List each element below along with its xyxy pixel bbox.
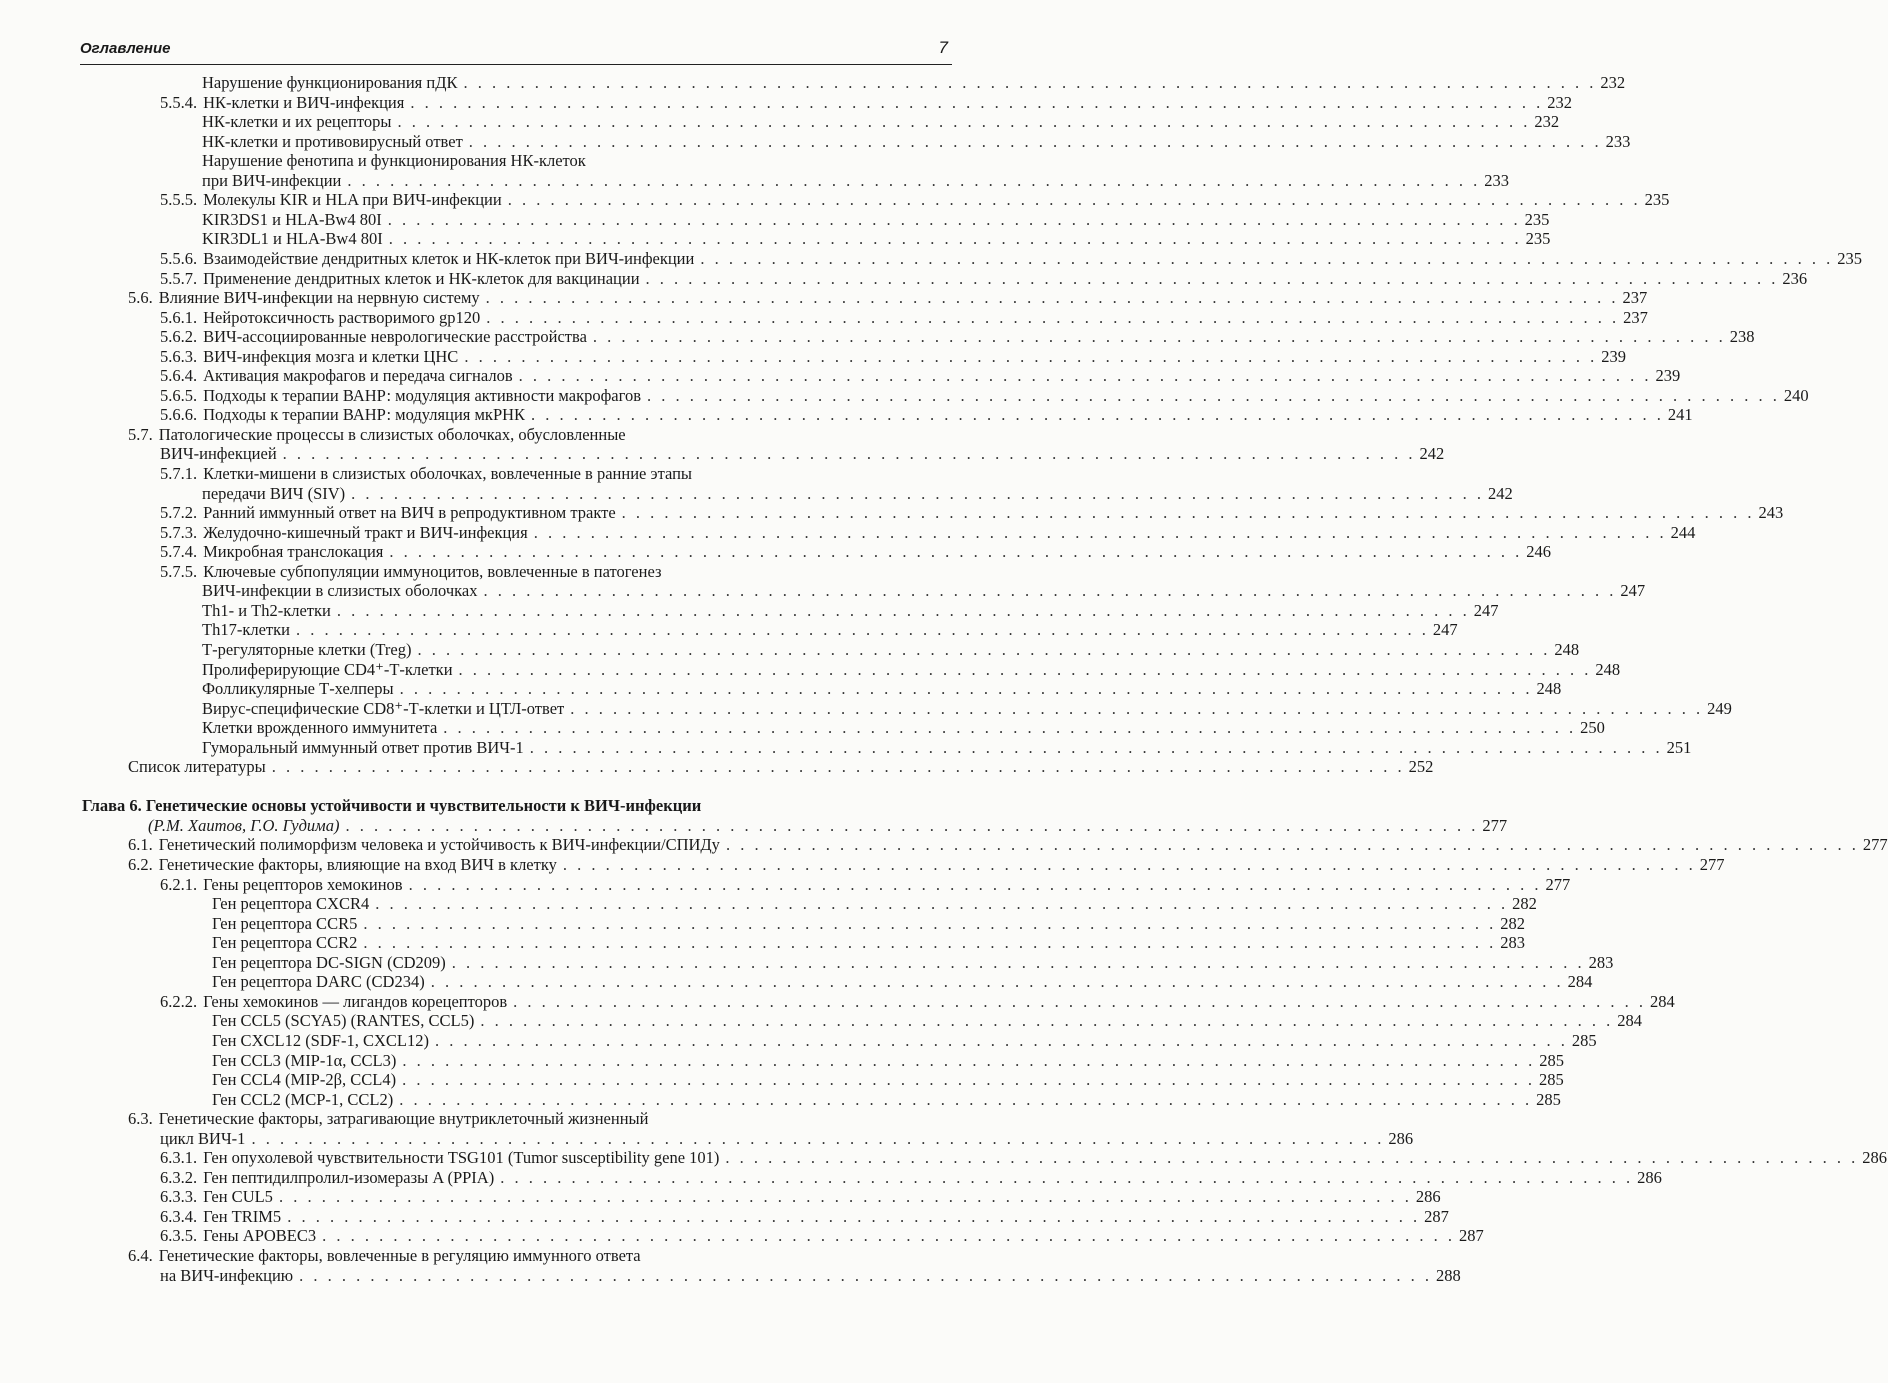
toc-entry (212, 1070, 1564, 1090)
toc-leader-dots: . . . . . . . . . . . . . . . . . . . . . . . . . . . . . . . . . . . . . . . . . . . . . . . . . . . . . . . . . . . . . . . . . . . . . . . . . . . . . . . . (513, 991, 1647, 1011)
toc-entry-title: НК-клетки и противовирусный ответ (202, 131, 463, 151)
toc-page-number: 233 (1484, 170, 1509, 190)
toc-entry-title: Генетические факторы, вовлеченные в регуляцию иммунного ответа (158, 1246, 641, 1265)
toc-chapter-heading (82, 796, 701, 816)
toc-entry (212, 952, 1614, 973)
toc-entry-number: 5.5.6. (160, 248, 198, 268)
toc-entry (160, 190, 1670, 210)
toc-leader-dots: . . . . . . . . . . . . . . . . . . . . . . . . . . . . . . . . . . . . . . . . . . . . . . . . . . . . . . . . . . . . . . . . . . . . . . . . . . . . . . . . (533, 522, 1667, 542)
toc-entry (160, 522, 1696, 543)
toc-entry-title: Клетки врожденного иммунитета (202, 718, 438, 738)
toc-entry (160, 327, 1755, 347)
toc-page-number: 239 (1655, 366, 1681, 386)
toc-entry-title: Подходы к терапии ВАНР: модуляция мкРНК (203, 405, 526, 425)
toc-entry (160, 1148, 1888, 1168)
toc-entry-title: Гены рецепторов хемокинов (203, 874, 403, 894)
toc-entry-number: 5.7.5. (160, 561, 198, 581)
toc-leader-dots: . . . . . . . . . . . . . . . . . . . . . . . . . . . . . . . . . . . . . . . . . . . . . . . . . . . . . . . . . . . . . . . . . . . . . . . . . . . . . . . . (397, 112, 1531, 132)
toc-entry-number: 5.6.1. (160, 307, 198, 327)
toc-leader-dots: . . . . . . . . . . . . . . . . . . . . . . . . . . . . . . . . . . . . . . . . . . . . . . . . . . . . . . . . . . . . . . . . . . . . . . . . . . . . . . . . (402, 1050, 1536, 1070)
toc-page-number: 286 (1415, 1187, 1441, 1207)
toc-entry-title: Th1- и Th2-клетки (202, 600, 331, 620)
toc-entry (202, 659, 1621, 680)
toc-entry (202, 639, 1580, 660)
toc-entry-title: Гены хемокинов — лигандов корецепторов (203, 991, 508, 1011)
toc-leader-dots: . . . . . . . . . . . . . . . . . . . . . . . . . . . . . . . . . . . . . . . . . . . . . . . . . . . . . . . . . . . . . . . . . . . . . . . . . . . . . . . . (647, 385, 1780, 405)
toc-entry-title: Клетки-мишени в слизистых оболочках, вовлеченные в ранние этапы (203, 464, 693, 483)
toc-leader-dots: . . . . . . . . . . . . . . . . . . . . . . . . . . . . . . . . . . . . . . . . . . . . . . . . . . . . . . . . . . . . . . . . . . . . . . . . . . . . . . . . (417, 639, 1551, 659)
toc-entry-number: 6.3. (128, 1109, 153, 1129)
toc-leader-dots: . . . . . . . . . . . . . . . . . . . . . . . . . . . . . . . . . . . . . . . . . . . . . . . . . . . . . . . . . . . . . . . . . . . . . . . . . . . . . . . . (387, 209, 1521, 229)
toc-entry (202, 600, 1499, 621)
toc-entry-title: Пролиферирующие CD4⁺-Т-клетки (202, 659, 453, 679)
toc-entry-title: Генетические факторы, затрагивающие внутриклеточный жизненный (158, 1109, 649, 1129)
toc-page-number: 285 (1571, 1030, 1597, 1050)
toc-leader-dots: . . . . . . . . . . . . . . . . . . . . . . . . . . . . . . . . . . . . . . . . . . . . . . . . . . . . . . . . . . . . . . . . . . . . . . . . . . . . . . . . (434, 1030, 1568, 1050)
toc-leader-dots: . . . . . . . . . . . . . . . . . . . . . . . . . . . . . . . . . . . . . . . . . . . . . . . . . . . . . . . . . . . . . . . . . . . . . . . . . . . . . . . . (282, 444, 1416, 464)
toc-entry (202, 73, 1626, 93)
toc-page-number: 277 (1482, 815, 1508, 835)
toc-entry-number: 6.1. (128, 835, 153, 855)
toc-entry (160, 464, 692, 484)
toc-page-number: 248 (1595, 659, 1621, 679)
toc-leader-dots: . . . . . . . . . . . . . . . . . . . . . . . . . . . . . . . . . . . . . . . . . . . . . . . . . . . . . . . . . . . . . . . . . . . . . . . . . . . . . . . . (287, 1206, 1421, 1226)
toc-page-number: 250 (1580, 718, 1605, 738)
toc-entry (160, 1187, 1441, 1207)
toc-leader-dots: . . . . . . . . . . . . . . . . . . . . . . . . . . . . . . . . . . . . . . . . . . . . . . . . . . . . . . . . . . . . . . . . . . . . . . . . . . . . . . . . (451, 952, 1585, 972)
toc-entry-number: 5.7.3. (160, 522, 198, 542)
toc-page-number: 284 (1650, 991, 1675, 1011)
toc-leader-dots: . . . . . . . . . . . . . . . . . . . . . . . . . . . . . . . . . . . . . . . . . . . . . . . . . . . . . . . . . . . . . . . . . . . . . . . . . . . . . . . . (363, 913, 1497, 933)
toc-page-number: 232 (1547, 92, 1572, 112)
toc-entry-title: ВИЧ-инфекцией (160, 444, 277, 464)
toc-entry (160, 248, 1862, 269)
toc-entry-title: Ген CCL5 (SCYA5) (RANTES, CCL5) (212, 1011, 475, 1031)
toc-entry (202, 718, 1605, 738)
toc-entry-title: Патологические процессы в слизистых оболочках, обусловленные (158, 424, 626, 444)
toc-page-number: 247 (1473, 600, 1499, 620)
toc-entry (160, 1265, 1461, 1286)
toc-page-number: 248 (1536, 679, 1562, 699)
toc-entry-title: Ген TRIM5 (203, 1206, 282, 1226)
toc-page-number: 242 (1488, 483, 1513, 503)
toc-page-number: 287 (1424, 1206, 1449, 1226)
toc-entry (128, 425, 626, 445)
toc-entry (202, 112, 1560, 132)
toc-page-number: 247 (1620, 581, 1646, 601)
toc-entry (212, 1030, 1597, 1051)
toc-entry-title: Ген рецептора CXCR4 (212, 894, 370, 914)
toc-entry-title: Ключевые субпопуляции иммуноцитов, вовлеченные в патогенез (203, 561, 662, 581)
toc-entry (202, 737, 1692, 758)
toc-page-number: 286 (1862, 1148, 1888, 1168)
header-page-number: 7 (938, 38, 948, 57)
toc-leader-dots: . . . . . . . . . . . . . . . . . . . . . . . . . . . . . . . . . . . . . . . . . . . . . . . . . . . . . . . . . . . . . . . . . . . . . . . . . . . . . . . . (399, 679, 1533, 699)
toc-entry (212, 913, 1525, 934)
toc-page-number: 236 (1782, 268, 1808, 288)
toc-page-number: 235 (1525, 229, 1551, 249)
toc-entry-title: Ген рецептора CCR2 (212, 933, 358, 953)
toc-entry-title: Нейротоксичность растворимого gp120 (203, 307, 481, 327)
toc-entry (160, 405, 1693, 425)
toc-leader-dots: . . . . . . . . . . . . . . . . . . . . . . . . . . . . . . . . . . . . . . . . . . . . . . . . . . . . . . . . . . . . . . . . . . . . . . . . . . . . . . . . (443, 718, 1577, 738)
toc-entry (160, 542, 1551, 562)
toc-page-number: 277 (1545, 874, 1571, 894)
toc-leader-dots: . . . . . . . . . . . . . . . . . . . . . . . . . . . . . . . . . . . . . . . . . . . . . . . . . . . . . . . . . . . . . . . . . . . . . . . . . . . . . . . . (347, 170, 1481, 190)
toc-entry-number: 5.7.1. (160, 464, 198, 483)
toc-entry (128, 855, 1725, 875)
toc-entry (202, 679, 1562, 699)
toc-page-number: 285 (1538, 1070, 1564, 1090)
toc-entry (202, 620, 1458, 640)
toc-page-number: 283 (1500, 933, 1525, 953)
toc-entry (212, 1011, 1642, 1031)
toc-leader-dots: . . . . . . . . . . . . . . . . . . . . . . . . . . . . . . . . . . . . . . . . . . . . . . . . . . . . . . . . . . . . . . . . . . . . . . . . . . . . . . . . (322, 1226, 1455, 1246)
toc-page-number: 277 (1862, 835, 1888, 855)
toc-entry (160, 1128, 1414, 1149)
toc-entry (202, 131, 1631, 152)
toc-leader-dots: . . . . . . . . . . . . . . . . . . . . . . . . . . . . . . . . . . . . . . . . . . . . . . . . . . . . . . . . . . . . . . . . . . . . . . . . . . . . . . . . (464, 346, 1598, 366)
toc-entry-title: цикл ВИЧ-1 (160, 1128, 246, 1148)
toc-entry-number: 6.2.1. (160, 874, 198, 894)
toc-entry-title: Фолликулярные Т-хелперы (202, 679, 394, 699)
toc-leader-dots: . . . . . . . . . . . . . . . . . . . . . . . . . . . . . . . . . . . . . . . . . . . . . . . . . . . . . . . . . . . . . . . . . . . . . . . . . . . . . . . . (351, 483, 1485, 503)
toc-entry-title: Ген CCL2 (MCP-1, CCL2) (212, 1089, 394, 1109)
toc-page-number: 285 (1536, 1089, 1561, 1109)
toc-entry-title: ВИЧ-инфекции в слизистых оболочках (202, 581, 478, 601)
toc-leader-dots: . . . . . . . . . . . . . . . . . . . . . . . . . . . . . . . . . . . . . . . . . . . . . . . . . . . . . . . . . . . . . . . . . . . . . . . . . . . . . . . . (529, 737, 1663, 757)
toc-page-number: 232 (1534, 112, 1560, 132)
toc-entry-number: 6.3.5. (160, 1226, 198, 1246)
toc-entry-title: Ген CCL4 (MIP-2β, CCL4) (212, 1070, 397, 1090)
toc-entry (160, 1206, 1449, 1227)
toc-entry (202, 151, 586, 171)
toc-leader-dots: . . . . . . . . . . . . . . . . . . . . . . . . . . . . . . . . . . . . . . . . . . . . . . . . . . . . . . . . . . . . . . . . . . . . . . . . . . . . . . . . (295, 620, 1429, 640)
toc-entry (160, 991, 1675, 1012)
toc-entry-title: Применение дендритных клеток и НК-клеток для вакцинации (203, 268, 640, 288)
toc-page-number: 244 (1670, 522, 1696, 542)
toc-leader-dots: . . . . . . . . . . . . . . . . . . . . . . . . . . . . . . . . . . . . . . . . . . . . . . . . . . . . . . . . . . . . . . . . . . . . . . . . . . . . . . . . (500, 1167, 1634, 1187)
toc-entry-title: Микробная транслокация (203, 542, 384, 562)
toc-entry (212, 933, 1525, 953)
toc-entry-title: Нарушение фенотипа и функционирования НК-клеток (202, 151, 586, 171)
toc-page-number: 233 (1605, 131, 1631, 151)
toc-entry-title: НК-клетки и ВИЧ-инфекция (203, 92, 405, 112)
toc-page-number: 251 (1666, 737, 1692, 757)
toc-entry-number: 5.7. (128, 424, 153, 444)
toc-entry (148, 815, 1508, 836)
toc-page-number: 277 (1699, 855, 1725, 874)
toc-entry (160, 562, 662, 582)
toc-entry-title: передачи ВИЧ (SIV) (202, 483, 346, 503)
toc-entry-number: 6.2.2. (160, 991, 198, 1011)
toc-entry-title: Гуморальный иммунный ответ против ВИЧ-1 (202, 737, 524, 757)
toc-leader-dots: . . . . . . . . . . . . . . . . . . . . . . . . . . . . . . . . . . . . . . . . . . . . . . . . . . . . . . . . . . . . . . . . . . . . . . . . . . . . . . . . (251, 1128, 1385, 1148)
header-title: Оглавление (80, 40, 171, 57)
toc-leader-dots: . . . . . . . . . . . . . . . . . . . . . . . . . . . . . . . . . . . . . . . . . . . . . . . . . . . . . . . . . . . . . . . . . . . . . . . . . . . . . . . . (725, 1148, 1859, 1168)
toc-entry-title: KIR3DS1 и HLA-Bw4 80I (202, 209, 382, 229)
toc-entry-title: Ген рецептора DARC (CD234) (212, 972, 425, 992)
toc-leader-dots: . . . . . . . . . . . . . . . . . . . . . . . . . . . . . . . . . . . . . . . . . . . . . . . . . . . . . . . . . . . . . . . . . . . . . . . . . . . . . . . . (345, 815, 1479, 835)
toc-entry (160, 307, 1648, 328)
toc-leader-dots: . . . . . . . . . . . . . . . . . . . . . . . . . . . . . . . . . . . . . . . . . . . . . . . . . . . . . . . . . . . . . . . . . . . . . . . . . . . . . . . . (410, 92, 1544, 112)
toc-leader-dots: . . . . . . . . . . . . . . . . . . . . . . . . . . . . . . . . . . . . . . . . . . . . . . . . . . . . . . . . . . . . . . . . . . . . . . . . . . . . . . . . (388, 229, 1522, 249)
toc-entry-title: KIR3DL1 и HLA-Bw4 80I (202, 229, 383, 249)
toc-entry (160, 1226, 1484, 1246)
toc-leader-dots: . . . . . . . . . . . . . . . . . . . . . . . . . . . . . . . . . . . . . . . . . . . . . . . . . . . . . . . . . . . . . . . . . . . . . . . . . . . . . . . . (399, 1089, 1533, 1109)
toc-entry-number: 6.4. (128, 1246, 153, 1265)
toc-entry-number: 5.5.7. (160, 268, 198, 288)
toc-entry-title: Подходы к терапии ВАНР: модуляция активности макрофагов (203, 385, 642, 405)
toc-entry (202, 581, 1646, 601)
toc-entry-title: Генетический полиморфизм человека и устойчивость к ВИЧ-инфекции/СПИДу (158, 835, 720, 855)
toc-leader-dots: . . . . . . . . . . . . . . . . . . . . . . . . . . . . . . . . . . . . . . . . . . . . . . . . . . . . . . . . . . . . . . . . . . . . . . . . . . . . . . . . (570, 698, 1704, 718)
toc-entry-title: ВИЧ-ассоциированные неврологические расстройства (203, 327, 587, 347)
toc-entry-title: Th17-клетки (202, 620, 290, 640)
toc-leader-dots: . . . . . . . . . . . . . . . . . . . . . . . . . . . . . . . . . . . . . . . . . . . . . . . . . . . . . . . . . . . . . . . . . . . . . . . . . . . . . . . . (402, 1070, 1535, 1090)
toc-entry (160, 874, 1571, 895)
toc-page-number: 288 (1435, 1265, 1461, 1285)
toc-page-number: 283 (1588, 952, 1614, 972)
toc-leader-dots: . . . . . . . . . . . . . . . . . . . . . . . . . . . . . . . . . . . . . . . . . . . . . . . . . . . . . . . . . . . . . . . . . . . . . . . . . . . . . . . . (430, 972, 1564, 992)
toc-entry-title: Генетические факторы, влияющие на вход ВИЧ в клетку (158, 855, 557, 874)
toc-leader-dots: . . . . . . . . . . . . . . . . . . . . . . . . . . . . . . . . . . . . . . . . . . . . . . . . . . . . . . . . . . . . . . . . . . . . . . . . . . . . . . . . (562, 855, 1696, 874)
toc-entry-title: при ВИЧ-инфекции (202, 170, 342, 190)
toc-entry (160, 1167, 1662, 1188)
toc-leader-dots: . . . . . . . . . . . . . . . . . . . . . . . . . . . . . . . . . . . . . . . . . . . . . . . . . . . . . . . . . . . . . . . . . . . . . . . . . . . . . . . . (518, 366, 1652, 386)
toc-entry-number: 5.6.2. (160, 327, 198, 347)
toc-page-number: 235 (1837, 248, 1862, 268)
toc-entry-title: Вирус-специфические CD8⁺-Т-клетки и ЦТЛ-ответ (202, 698, 565, 718)
toc-page-number: 237 (1623, 307, 1648, 327)
toc-page-number: 249 (1707, 698, 1732, 718)
toc-page-number: 248 (1554, 639, 1580, 659)
toc-entry-number: 5.5.5. (160, 190, 198, 210)
toc-entry (212, 1089, 1561, 1110)
toc-entry (202, 483, 1513, 504)
toc-leader-dots: . . . . . . . . . . . . . . . . . . . . . . . . . . . . . . . . . . . . . . . . . . . . . . . . . . . . . . . . . . . . . . . . . . . . . . . . . . . . . . . . (485, 288, 1619, 308)
toc-page-number: 238 (1729, 327, 1755, 347)
toc-entry (202, 698, 1732, 719)
toc-entry (128, 1246, 641, 1266)
toc-page-number: 286 (1388, 1128, 1414, 1148)
toc-entry-title: (Р.М. Хаитов, Г.О. Гудима) (148, 815, 340, 835)
toc-entry-number: 5.7.4. (160, 542, 198, 562)
toc-entry-title: Желудочно-кишечный тракт и ВИЧ-инфекция (203, 522, 528, 542)
toc-page-number: 284 (1617, 1011, 1642, 1031)
toc-entry-title: Нарушение функционирования пДК (202, 73, 458, 92)
toc-entry-title: Глава 6. Генетические основы устойчивости и чувствительности к ВИЧ-инфекции (82, 796, 702, 816)
toc-entry-number: 5.7.2. (160, 503, 198, 523)
toc-entry (160, 268, 1808, 289)
toc-leader-dots: . . . . . . . . . . . . . . . . . . . . . . . . . . . . . . . . . . . . . . . . . . . . . . . . . . . . . . . . . . . . . . . . . . . . . . . . . . . . . . . . (463, 73, 1597, 92)
toc-entry-title: Ген рецептора CCR5 (212, 913, 358, 933)
toc-leader-dots: . . . . . . . . . . . . . . . . . . . . . . . . . . . . . . . . . . . . . . . . . . . . . . . . . . . . . . . . . . . . . . . . . . . . . . . . . . . . . . . . (299, 1265, 1432, 1285)
toc-entry (212, 894, 1537, 914)
toc-page-number: 282 (1500, 913, 1525, 933)
toc-entry (128, 1109, 648, 1129)
toc-entry (128, 288, 1648, 308)
toc-page-number: 252 (1408, 757, 1434, 777)
toc-page-number: 284 (1567, 972, 1593, 992)
toc-entry-title: Т-регуляторные клетки (Treg) (202, 639, 412, 659)
toc-entry (128, 835, 1888, 855)
toc-page-number: 285 (1539, 1050, 1564, 1070)
toc-leader-dots: . . . . . . . . . . . . . . . . . . . . . . . . . . . . . . . . . . . . . . . . . . . . . . . . . . . . . . . . . . . . . . . . . . . . . . . . . . . . . . . . (375, 894, 1509, 914)
toc-entry-number: 5.6. (128, 288, 153, 308)
toc-entry-number: 5.5.4. (160, 92, 198, 112)
toc-entry-title: НК-клетки и их рецепторы (202, 112, 392, 132)
toc-entry-title: Гены APOBEC3 (203, 1226, 317, 1246)
toc-leader-dots: . . . . . . . . . . . . . . . . . . . . . . . . . . . . . . . . . . . . . . . . . . . . . . . . . . . . . . . . . . . . . . . . . . . . . . . . . . . . . . . . (531, 405, 1664, 425)
toc-entry-number: 6.3.3. (160, 1187, 198, 1207)
toc-entry (160, 366, 1681, 386)
toc-entry-title: Список литературы (128, 757, 266, 777)
toc-leader-dots: . . . . . . . . . . . . . . . . . . . . . . . . . . . . . . . . . . . . . . . . . . . . . . . . . . . . . . . . . . . . . . . . . . . . . . . . . . . . . . . . (271, 757, 1405, 777)
toc-entry-title: Ранний иммунный ответ на ВИЧ в репродуктивном тракте (203, 503, 616, 523)
toc-entry-title: ВИЧ-инфекция мозга и клетки ЦНС (203, 346, 459, 366)
toc-page-number: 239 (1601, 346, 1626, 366)
toc-entry (202, 170, 1509, 191)
toc-page-number: 237 (1622, 288, 1648, 308)
toc-page-number: 242 (1419, 444, 1445, 464)
toc-entry-number: 6.3.2. (160, 1167, 198, 1187)
toc-entry-number: 6.3.1. (160, 1148, 198, 1168)
toc-leader-dots: . . . . . . . . . . . . . . . . . . . . . . . . . . . . . . . . . . . . . . . . . . . . . . . . . . . . . . . . . . . . . . . . . . . . . . . . . . . . . . . . (480, 1011, 1614, 1031)
toc-page-number: 232 (1600, 73, 1626, 92)
toc-entry-title: Ген пептидилпролил-изомеразы A (PPIA) (203, 1167, 495, 1187)
toc-page-number: 235 (1524, 209, 1550, 229)
toc-entry-title: Активация макрофагов и передача сигналов (203, 366, 513, 386)
toc-entry-title: Ген CCL3 (MIP-1α, CCL3) (212, 1050, 397, 1070)
toc-leader-dots: . . . . . . . . . . . . . . . . . . . . . . . . . . . . . . . . . . . . . . . . . . . . . . . . . . . . . . . . . . . . . . . . . . . . . . . . . . . . . . . . (645, 268, 1779, 288)
toc-page-number: 243 (1758, 503, 1784, 523)
toc-page-number: 241 (1667, 405, 1693, 425)
toc-page-number: 240 (1783, 385, 1809, 405)
toc-entry (160, 92, 1572, 113)
toc-entry-title: Ген CUL5 (203, 1187, 273, 1207)
toc-page-number: 246 (1526, 542, 1551, 562)
toc-page-number: 247 (1432, 620, 1458, 640)
toc-page-number: 287 (1459, 1226, 1484, 1246)
toc-page-number: 286 (1637, 1167, 1662, 1187)
toc-entry-title: Ген CXCL12 (SDF-1, CXCL12) (212, 1030, 429, 1050)
toc-entry-number: 5.6.5. (160, 385, 198, 405)
toc-entry (160, 385, 1809, 406)
toc-leader-dots: . . . . . . . . . . . . . . . . . . . . . . . . . . . . . . . . . . . . . . . . . . . . . . . . . . . . . . . . . . . . . . . . . . . . . . . . . . . . . . . . (507, 190, 1641, 210)
toc-leader-dots: . . . . . . . . . . . . . . . . . . . . . . . . . . . . . . . . . . . . . . . . . . . . . . . . . . . . . . . . . . . . . . . . . . . . . . . . . . . . . . . . (363, 933, 1497, 953)
toc-entry-title: Ген опухолевой чувствительности TSG101 (Tumor susceptibility gene 101) (203, 1148, 720, 1168)
toc-leader-dots: . . . . . . . . . . . . . . . . . . . . . . . . . . . . . . . . . . . . . . . . . . . . . . . . . . . . . . . . . . . . . . . . . . . . . . . . . . . . . . . . (408, 874, 1542, 894)
toc-page-number: 235 (1644, 190, 1670, 210)
toc-leader-dots: . . . . . . . . . . . . . . . . . . . . . . . . . . . . . . . . . . . . . . . . . . . . . . . . . . . . . . . . . . . . . . . . . . . . . . . . . . . . . . . . (458, 659, 1592, 679)
toc-entry-title: Молекулы KIR и HLA при ВИЧ-инфекции (203, 190, 502, 210)
toc-leader-dots: . . . . . . . . . . . . . . . . . . . . . . . . . . . . . . . . . . . . . . . . . . . . . . . . . . . . . . . . . . . . . . . . . . . . . . . . . . . . . . . . (700, 248, 1834, 268)
toc-entry (160, 346, 1626, 367)
toc-leader-dots: . . . . . . . . . . . . . . . . . . . . . . . . . . . . . . . . . . . . . . . . . . . . . . . . . . . . . . . . . . . . . . . . . . . . . . . . . . . . . . . . (278, 1187, 1412, 1207)
toc-entry (202, 209, 1550, 230)
toc-entry (212, 972, 1593, 992)
toc-entry (202, 229, 1551, 249)
toc-entry-title: на ВИЧ-инфекцию (160, 1265, 294, 1285)
toc-entry (128, 757, 1434, 777)
toc-entry-number: 5.6.6. (160, 405, 198, 425)
toc-entry-number: 6.3.4. (160, 1206, 198, 1226)
toc-entry-title: Взаимодействие дендритных клеток и НК-клеток при ВИЧ-инфекции (203, 248, 695, 268)
toc-leader-dots: . . . . . . . . . . . . . . . . . . . . . . . . . . . . . . . . . . . . . . . . . . . . . . . . . . . . . . . . . . . . . . . . . . . . . . . . . . . . . . . . (468, 131, 1602, 151)
toc-entry-number: 5.6.4. (160, 366, 198, 386)
toc-leader-dots: . . . . . . . . . . . . . . . . . . . . . . . . . . . . . . . . . . . . . . . . . . . . . . . . . . . . . . . . . . . . . . . . . . . . . . . . . . . . . . . . (725, 835, 1859, 855)
toc-entry-title: Влияние ВИЧ-инфекции на нервную систему (158, 288, 480, 308)
toc-leader-dots: . . . . . . . . . . . . . . . . . . . . . . . . . . . . . . . . . . . . . . . . . . . . . . . . . . . . . . . . . . . . . . . . . . . . . . . . . . . . . . . . (621, 503, 1755, 523)
toc-entry-title: Ген рецептора DC-SIGN (CD209) (212, 952, 446, 972)
toc-entry-number: 5.6.3. (160, 346, 198, 366)
toc-entry (160, 444, 1445, 464)
toc-leader-dots: . . . . . . . . . . . . . . . . . . . . . . . . . . . . . . . . . . . . . . . . . . . . . . . . . . . . . . . . . . . . . . . . . . . . . . . . . . . . . . . . (336, 600, 1470, 620)
toc-leader-dots: . . . . . . . . . . . . . . . . . . . . . . . . . . . . . . . . . . . . . . . . . . . . . . . . . . . . . . . . . . . . . . . . . . . . . . . . . . . . . . . . (389, 542, 1523, 562)
toc-entry-number: 6.2. (128, 855, 153, 874)
toc-leader-dots: . . . . . . . . . . . . . . . . . . . . . . . . . . . . . . . . . . . . . . . . . . . . . . . . . . . . . . . . . . . . . . . . . . . . . . . . . . . . . . . . (592, 327, 1726, 347)
toc-leader-dots: . . . . . . . . . . . . . . . . . . . . . . . . . . . . . . . . . . . . . . . . . . . . . . . . . . . . . . . . . . . . . . . . . . . . . . . . . . . . . . . . (483, 581, 1617, 601)
toc-entry (160, 503, 1784, 523)
toc-leader-dots: . . . . . . . . . . . . . . . . . . . . . . . . . . . . . . . . . . . . . . . . . . . . . . . . . . . . . . . . . . . . . . . . . . . . . . . . . . . . . . . . (486, 307, 1620, 327)
toc-page-number: 282 (1512, 894, 1537, 914)
toc-entry (212, 1050, 1564, 1071)
